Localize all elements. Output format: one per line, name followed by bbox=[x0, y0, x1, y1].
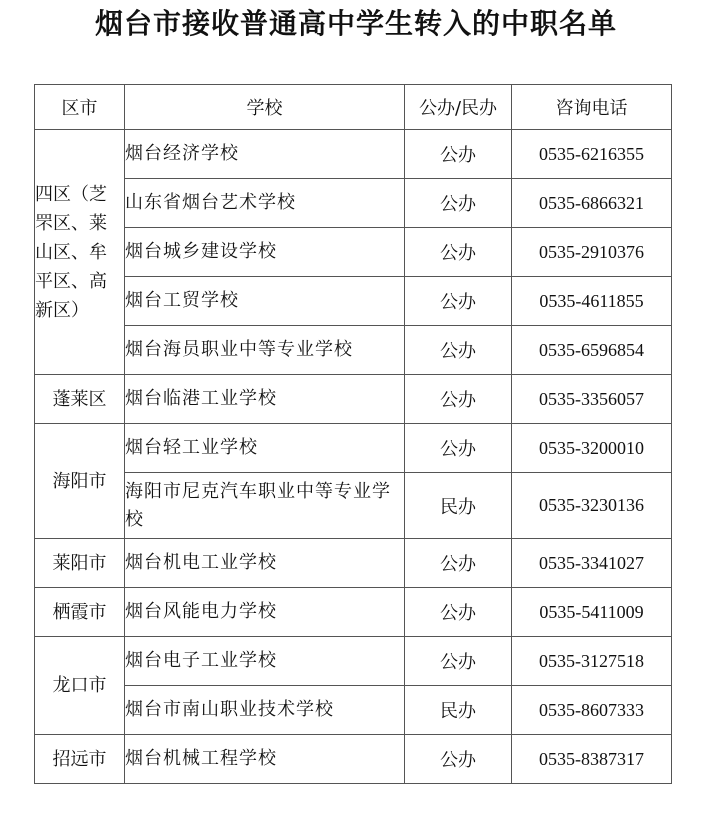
school-name: 烟台机械工程学校 bbox=[125, 735, 405, 784]
table-row bbox=[35, 228, 672, 277]
school-name: 烟台城乡建设学校 bbox=[125, 228, 405, 277]
region-cell: 蓬莱区 bbox=[35, 375, 125, 424]
school-table bbox=[34, 84, 672, 784]
page-title: 烟台市接收普通高中学生转入的中职名单 bbox=[94, 7, 617, 40]
school-phone: 0535-8387317 bbox=[512, 735, 672, 784]
table-row bbox=[35, 588, 672, 637]
school-phone: 0535-8607333 bbox=[512, 686, 672, 735]
table-row bbox=[35, 735, 672, 784]
school-type: 公办 bbox=[405, 326, 512, 375]
school-type: 民办 bbox=[405, 473, 512, 539]
school-name: 烟台经济学校 bbox=[125, 130, 405, 179]
table-row bbox=[35, 326, 672, 375]
school-phone: 0535-6596854 bbox=[512, 326, 672, 375]
school-phone: 0535-3230136 bbox=[512, 473, 672, 539]
school-type: 公办 bbox=[405, 228, 512, 277]
table-row bbox=[35, 179, 672, 228]
school-name: 烟台轻工业学校 bbox=[125, 424, 405, 473]
region-cell bbox=[35, 130, 125, 375]
school-type: 公办 bbox=[405, 588, 512, 637]
region-cell: 莱阳市 bbox=[35, 539, 125, 588]
school-phone: 0535-3200010 bbox=[512, 424, 672, 473]
header-region: 区市 bbox=[35, 85, 125, 130]
region-cell: 招远市 bbox=[35, 735, 125, 784]
header-row bbox=[35, 85, 672, 130]
school-phone: 0535-6866321 bbox=[512, 179, 672, 228]
school-name: 烟台海员职业中等专业学校 bbox=[125, 326, 405, 375]
school-type: 公办 bbox=[405, 179, 512, 228]
header-type: 公办/民办 bbox=[405, 85, 512, 130]
school-name: 烟台电子工业学校 bbox=[125, 637, 405, 686]
school-phone: 0535-3127518 bbox=[512, 637, 672, 686]
table-row bbox=[35, 130, 672, 179]
school-phone: 0535-5411009 bbox=[512, 588, 672, 637]
school-name: 烟台临港工业学校 bbox=[125, 375, 405, 424]
school-type: 公办 bbox=[405, 637, 512, 686]
school-type: 公办 bbox=[405, 130, 512, 179]
school-phone: 0535-6216355 bbox=[512, 130, 672, 179]
school-type: 公办 bbox=[405, 424, 512, 473]
school-type: 民办 bbox=[405, 686, 512, 735]
table-row bbox=[35, 424, 672, 473]
school-name: 烟台风能电力学校 bbox=[125, 588, 405, 637]
table-row bbox=[35, 375, 672, 424]
table-row bbox=[35, 539, 672, 588]
school-name: 山东省烟台艺术学校 bbox=[125, 179, 405, 228]
school-phone: 0535-2910376 bbox=[512, 228, 672, 277]
region-cell: 栖霞市 bbox=[35, 588, 125, 637]
table-row bbox=[35, 686, 672, 735]
school-type: 公办 bbox=[405, 735, 512, 784]
table-row bbox=[35, 637, 672, 686]
school-phone: 0535-3341027 bbox=[512, 539, 672, 588]
region-cell: 龙口市 bbox=[35, 637, 125, 735]
school-type: 公办 bbox=[405, 375, 512, 424]
region-cell: 海阳市 bbox=[35, 424, 125, 539]
school-name: 海阳市尼克汽车职业中等专业学校 bbox=[125, 473, 405, 539]
school-name: 烟台市南山职业技术学校 bbox=[125, 686, 405, 735]
table-row bbox=[35, 473, 672, 539]
school-name: 烟台机电工业学校 bbox=[125, 539, 405, 588]
school-type: 公办 bbox=[405, 277, 512, 326]
school-name: 烟台工贸学校 bbox=[125, 277, 405, 326]
header-school: 学校 bbox=[125, 85, 405, 130]
table-row bbox=[35, 277, 672, 326]
header-phone: 咨询电话 bbox=[512, 85, 672, 130]
school-type: 公办 bbox=[405, 539, 512, 588]
school-phone: 0535-3356057 bbox=[512, 375, 672, 424]
school-phone: 0535-4611855 bbox=[512, 277, 672, 326]
region-label: 四区（芝罘区、莱山区、牟平区、高新区） bbox=[35, 183, 107, 321]
